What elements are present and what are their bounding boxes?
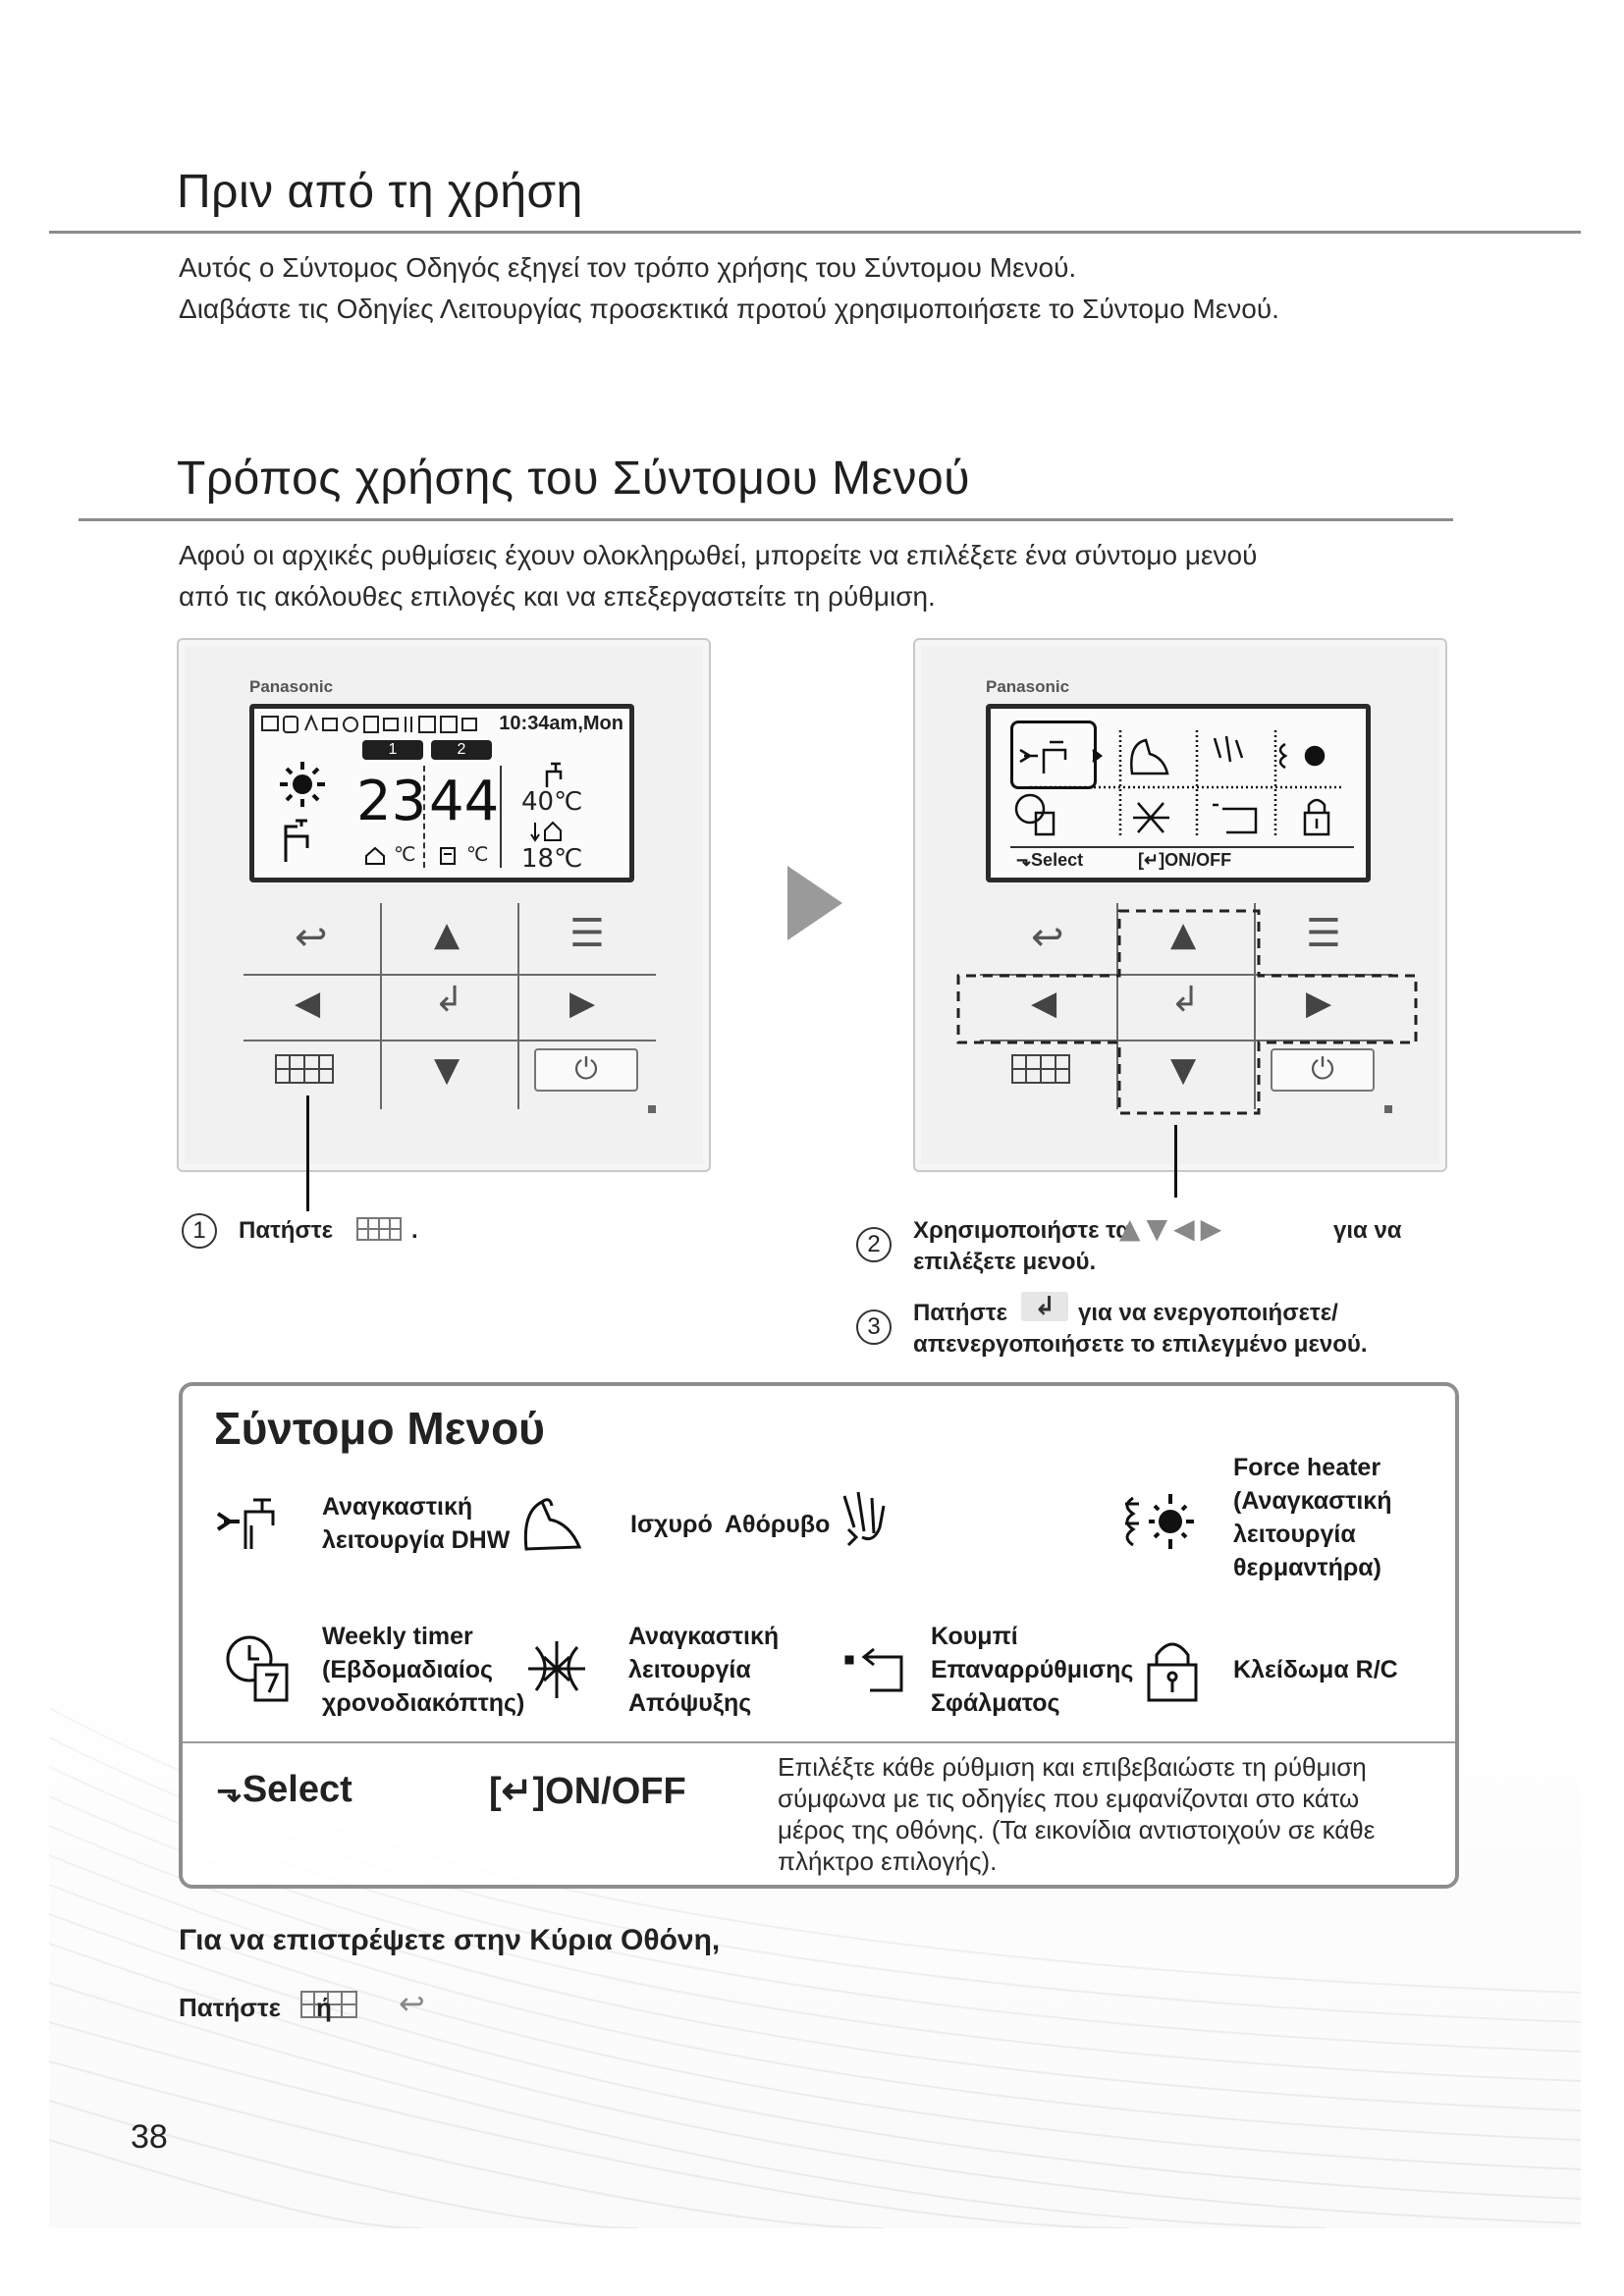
screen-clock: 10:34am,Mon — [499, 713, 623, 734]
menu-select-label — [216, 1769, 352, 1811]
menu-item-force-heater-line-1: Force heater — [1233, 1454, 1381, 1481]
return-or: ή — [316, 1993, 332, 2022]
menu-screen-icons — [991, 715, 1366, 842]
section2-text — [179, 535, 1257, 617]
weekly-timer-icon — [224, 1633, 293, 1702]
step-2-line2: επιλέξετε μενού. — [913, 1249, 1097, 1275]
quick-menu-box — [179, 1382, 1459, 1889]
menu-note-line-3: μέρος της οθόνης. (Τα εικονίδια αντιστοιχούν σε κάθε — [778, 1815, 1376, 1844]
step-3-number: 3 — [856, 1309, 892, 1345]
menu-item-dhw-line-1: Αναγκαστική — [322, 1493, 473, 1521]
step-1-number: 1 — [182, 1213, 217, 1249]
pointer-line-right — [1174, 1125, 1177, 1198]
section1-rule — [49, 231, 1581, 234]
section1-line-2: Διαβάστε τις Οδηγίες Λειτουργίας προσεκτικά προτού χρησιμοποιήσετε το Σύντομο Μενού. — [179, 294, 1279, 324]
menu-item-error-reset — [931, 1620, 1133, 1720]
remote-right-quickmenu-button[interactable] — [1011, 1054, 1070, 1084]
menu-item-dhw — [322, 1490, 510, 1557]
menu-item-reset-line-1: Κουμπί — [931, 1623, 1018, 1650]
outdoor-icon — [529, 819, 568, 844]
menu-select-arrow-icon: ⬎ — [216, 1772, 243, 1809]
remote-left-menu-button[interactable]: ☰ — [569, 911, 605, 956]
zone2-unit: ℃ — [466, 844, 489, 866]
menu-item-lock: Κλείδωμα R/C — [1233, 1656, 1398, 1683]
menu-item-weekly-line-1: Weekly timer — [322, 1623, 473, 1650]
menu-note-line-4: πλήκτρο επιλογής). — [778, 1846, 998, 1876]
menu-item-defrost-line-1: Αναγκαστική — [628, 1623, 780, 1650]
zone1-badge: 1 — [362, 740, 423, 760]
menu-item-reset-line-2: Επαναρρύθμισης — [931, 1656, 1134, 1683]
section1-title: Πριν από τη χρήση — [177, 166, 583, 218]
remote-right — [913, 638, 1447, 1172]
screen-bottom-bar — [1010, 846, 1354, 848]
menu-note — [778, 1751, 1375, 1877]
dhw-icon — [216, 1492, 287, 1551]
menu-onoff-label: [↵]ON/OFF — [489, 1771, 686, 1812]
tank-divider — [500, 766, 502, 868]
menu-item-force-heater-line-4: θερμαντήρα) — [1233, 1554, 1382, 1581]
temp-zone1: 23 — [356, 770, 427, 833]
menu-item-force-heater — [1233, 1451, 1392, 1584]
step-3 — [856, 1292, 1563, 1364]
remote-left-back-button[interactable]: ↩ — [295, 915, 328, 960]
remote-left-enter-button[interactable]: ↲ — [434, 980, 464, 1020]
step-1-text: Πατήστε — [239, 1217, 333, 1244]
step-2-arrow-icons: ▲▼◀▶ — [1119, 1212, 1228, 1245]
remote-right-up-button[interactable]: ▲ — [1170, 915, 1197, 954]
zone1-unit: ℃ — [394, 844, 416, 866]
remote-right-back-button[interactable]: ↩ — [1031, 915, 1064, 960]
menu-select-text: Select — [242, 1769, 352, 1810]
quiet-icon — [835, 1488, 899, 1553]
return-instruction — [179, 1985, 493, 2028]
lock-icon — [1145, 1637, 1200, 1702]
section1-text — [179, 247, 1279, 330]
remote-right-menu-button[interactable]: ☰ — [1306, 911, 1341, 956]
section2-rule — [79, 518, 1453, 521]
section2-title: Τρόπος χρήσης του Σύντομου Μενού — [177, 453, 970, 505]
screen-onoff-text: ON/OFF — [1164, 850, 1232, 870]
screen-select-hint — [1016, 850, 1083, 871]
menu-item-defrost — [628, 1620, 779, 1720]
outdoor-temp: 18℃ — [521, 844, 583, 874]
step-2-post: για να — [1333, 1217, 1402, 1244]
menu-item-defrost-line-3: Απόψυξης — [628, 1689, 752, 1717]
powerful-icon — [520, 1490, 585, 1555]
remote-left-screen — [249, 704, 634, 882]
menu-item-quiet: Αθόρυβο — [725, 1511, 831, 1538]
remote-right-screen — [986, 704, 1371, 882]
pointer-line-left — [306, 1095, 309, 1211]
menu-item-force-heater-line-2: (Αναγκαστική — [1233, 1487, 1392, 1515]
tank-temp: 40℃ — [521, 787, 583, 817]
remote-left — [177, 638, 711, 1172]
sun-icon — [278, 760, 327, 809]
section2-line-2: από τις ακόλουθες επιλογές και να επεξεργαστείτε τη ρύθμιση. — [179, 581, 936, 612]
menu-divider — [183, 1741, 1455, 1743]
defrost-icon — [524, 1637, 589, 1702]
page-number: 38 — [131, 2118, 168, 2156]
screen-select-arrow-icon: ⬎ — [1016, 850, 1032, 870]
menu-item-weekly-line-2: (Εβδομαδιαίος — [322, 1656, 494, 1683]
tank-tap-icon — [541, 760, 570, 787]
step-2-number: 2 — [856, 1227, 892, 1262]
zone-divider — [423, 766, 425, 868]
remote-right-brand: Panasonic — [986, 677, 1070, 696]
remote-right-enter-button[interactable]: ↲ — [1170, 980, 1201, 1020]
return-title: Για να επιστρέψετε στην Κύρια Οθόνη, — [179, 1924, 721, 1956]
menu-note-line-2: σύμφωνα με τις οδηγίες που εμφανίζονται στο κάτω — [778, 1784, 1360, 1813]
zone2-badge: 2 — [431, 740, 492, 760]
menu-note-line-1: Επιλέξτε κάθε ρύθμιση και επιβεβαιώστε τη ρύθμιση — [778, 1752, 1367, 1782]
remote-right-down-button[interactable]: ▼ — [1170, 1050, 1197, 1090]
step-1-end: . — [411, 1217, 418, 1244]
arrow-right-icon — [785, 864, 844, 942]
remote-right-power-button[interactable]: ⏻ — [1271, 1048, 1375, 1092]
step-3-line2: απενεργοποιήσετε το επιλεγμένο μενού. — [913, 1331, 1368, 1358]
step-2-pre: Χρησιμοποιήστε τα — [913, 1217, 1130, 1244]
remote-right-led — [1384, 1105, 1392, 1113]
screen-enter-key-icon: [↵] — [1138, 850, 1165, 870]
menu-item-defrost-line-2: λειτουργία — [628, 1656, 751, 1683]
return-press: Πατήστε — [179, 1993, 281, 2022]
status-icons-row — [260, 713, 486, 738]
screen-onoff-hint — [1138, 850, 1231, 871]
quickmenu-key-icon — [356, 1217, 402, 1241]
menu-item-dhw-line-2: λειτουργία DHW — [322, 1526, 511, 1554]
tank-small-icon — [439, 846, 457, 866]
remote-right-right-button[interactable]: ▶ — [1306, 984, 1332, 1023]
error-reset-icon — [844, 1647, 909, 1696]
screen-select-text: Select — [1031, 850, 1084, 870]
remote-left-right-button[interactable]: ▶ — [569, 984, 596, 1023]
force-heater-icon — [1119, 1488, 1196, 1553]
temp-zone2: 44 — [429, 770, 500, 833]
menu-title: Σύντομο Μενού — [214, 1403, 545, 1454]
section1-line-1: Αυτός ο Σύντομος Οδηγός εξηγεί τον τρόπο χρήσης του Σύντομου Μενού. — [179, 252, 1077, 283]
menu-item-force-heater-line-3: λειτουργία — [1233, 1521, 1356, 1548]
step-3-post: για να ενεργοποιήσετε/ — [1078, 1300, 1338, 1326]
menu-item-weekly-line-3: χρονοδιακόπτης) — [322, 1689, 525, 1717]
remote-left-left-button[interactable]: ◀ — [295, 984, 321, 1023]
remote-left-power-button[interactable]: ⏻ — [534, 1048, 638, 1092]
remote-right-left-button[interactable]: ◀ — [1031, 984, 1057, 1023]
remote-left-quickmenu-button[interactable] — [275, 1054, 334, 1084]
remote-left-led — [648, 1105, 656, 1113]
menu-item-weekly-timer — [322, 1620, 524, 1720]
remote-left-down-button[interactable]: ▼ — [434, 1050, 460, 1090]
return-back-key-icon: ↩ — [399, 1985, 425, 2022]
menu-item-powerful: Ισχυρό — [630, 1511, 713, 1538]
tap-icon — [278, 815, 327, 864]
menu-item-reset-line-3: Σφάλματος — [931, 1689, 1060, 1717]
remote-left-brand: Panasonic — [249, 677, 334, 696]
step-2 — [856, 1213, 1563, 1282]
enter-key-icon: ↲ — [1021, 1292, 1068, 1321]
section2-line-1: Αφού οι αρχικές ρυθμίσεις έχουν ολοκληρωθεί, μπορείτε να επιλέξετε ένα σύντομο μενού — [179, 540, 1258, 570]
remote-left-up-button[interactable]: ▲ — [434, 915, 460, 954]
house-icon — [364, 846, 386, 866]
step-3-pre: Πατήστε — [913, 1300, 1007, 1326]
